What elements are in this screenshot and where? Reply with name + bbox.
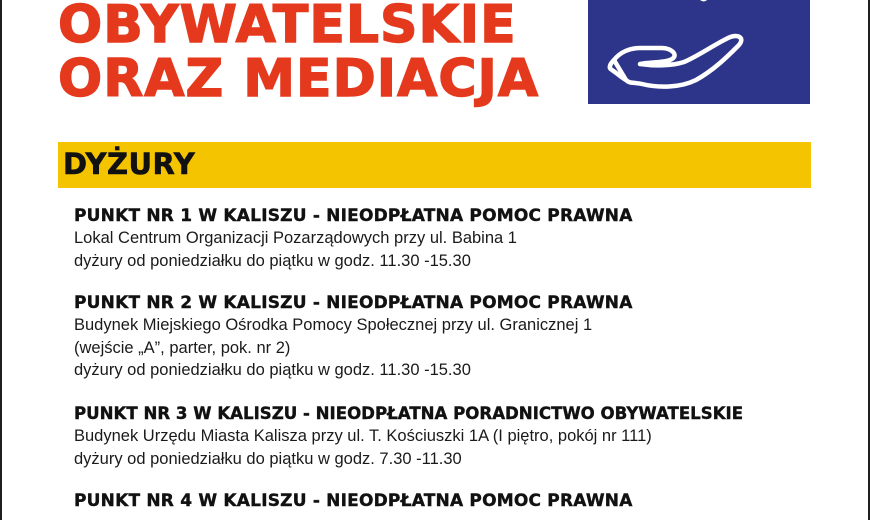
logo-box xyxy=(588,0,810,104)
list-item xyxy=(74,205,633,272)
entry-address: Budynek Miejskiego Ośrodka Pomocy Społecznej przy ul. Granicznej 1 xyxy=(74,316,593,334)
entry-hours: dyżury od poniedziałku do piątku w godz. 11.30 -15.30 xyxy=(74,361,471,379)
title-line-1: OBYWATELSKIE xyxy=(58,0,517,55)
list-item xyxy=(74,292,633,382)
entry-address: Lokal Centrum Organizacji Pozarządowych przy ul. Babina 1 xyxy=(74,229,517,247)
list-item xyxy=(74,490,633,512)
entry-hours: dyżury od poniedziałku do piątku w godz. 11.30 -15.30 xyxy=(74,251,471,270)
entry-hours: dyżury od poniedziałku do piątku w godz. 7.30 -11.30 xyxy=(74,449,462,468)
title-line-2: ORAZ MEDIACJA xyxy=(58,49,540,109)
banner-label: DYŻURY xyxy=(63,147,196,181)
entry-heading: PUNKT NR 3 W KALISZU - NIEODPŁATNA PORADNICTWO OBYWATELSKIE xyxy=(74,404,744,423)
entry-address-detail: (wejście „A”, parter, pok. nr 2) xyxy=(74,338,291,357)
entry-address: Budynek Urzędu Miasta Kalisza przy ul. T. Kościuszki 1A (I piętro, pokój nr 111) xyxy=(74,427,652,445)
entry-heading: PUNKT NR 1 W KALISZU - NIEODPŁATNA POMOC PRAWNA xyxy=(74,206,633,226)
entry-heading: PUNKT NR 2 W KALISZU - NIEODPŁATNA POMOC PRAWNA xyxy=(74,293,633,313)
duty-hours-banner xyxy=(58,142,811,188)
page-border-left xyxy=(0,0,2,520)
list-item xyxy=(74,403,743,470)
open-hand-icon xyxy=(588,0,810,104)
entry-heading: PUNKT NR 4 W KALISZU - NIEODPŁATNA POMOC PRAWNA xyxy=(74,491,633,511)
